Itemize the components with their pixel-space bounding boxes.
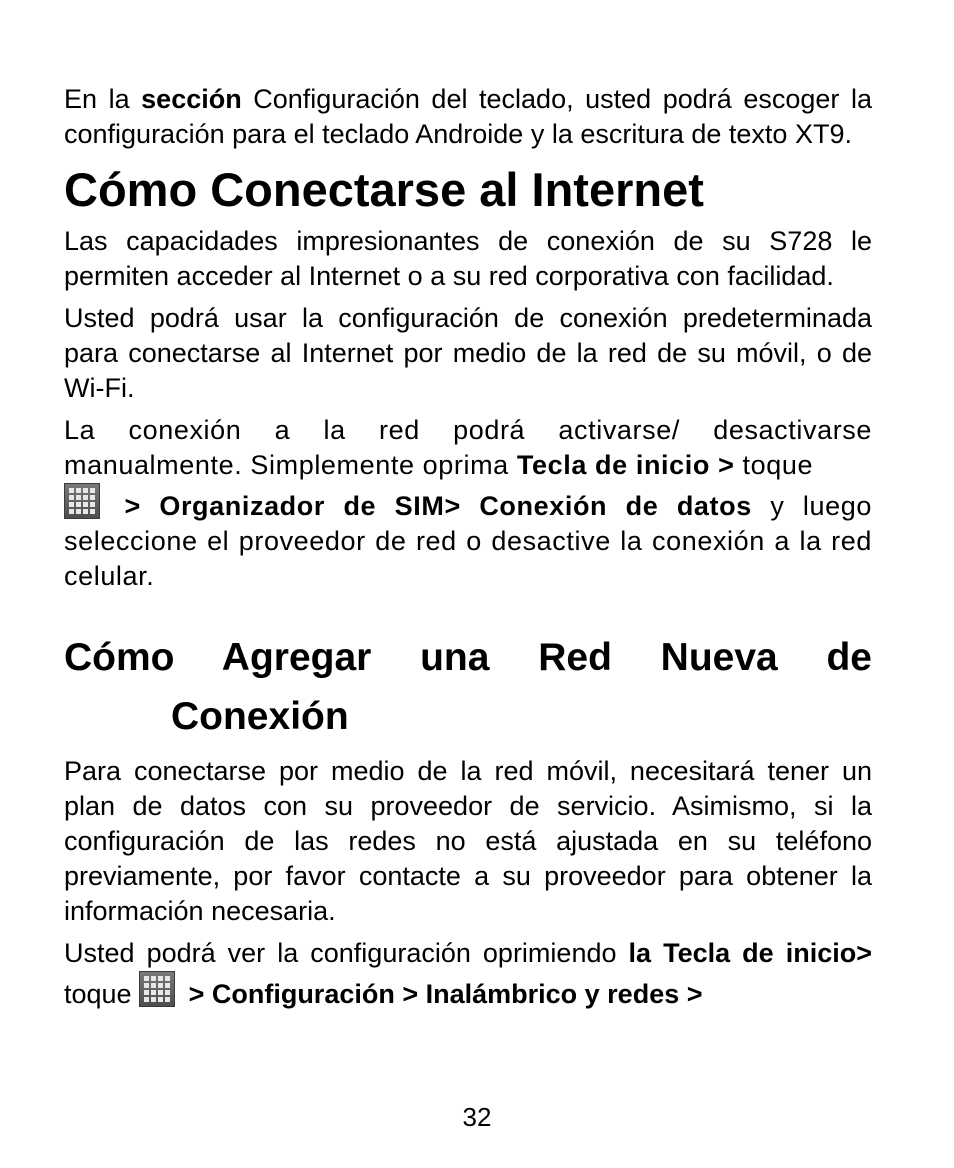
bold-home-key: la Tecla de inicio> — [628, 938, 872, 968]
text-run: Configuración del teclado, usted podrá escoger la configuración para el teclado Androide y la escritura de texto XT9. — [64, 84, 872, 149]
keyboard-settings-paragraph — [64, 82, 872, 152]
default-connection-paragraph: Usted podrá usar la configuración de conexión predeterminada para conectarse al Internet por medio de la red de su móvil, o de Wi-Fi. — [64, 303, 872, 403]
bold-menu-path-settings: > Configuración > Inalámbrico y redes > — [181, 979, 703, 1009]
text-run: toque — [734, 450, 814, 480]
page-content — [64, 82, 872, 1012]
apps-grid-icon — [64, 483, 100, 519]
heading-connect-internet: Cómo Conectarse al Internet — [64, 163, 704, 216]
apps-grid-icon — [139, 971, 175, 1007]
view-settings-paragraph — [64, 936, 872, 1012]
heading-line-1: Cómo Agregar una Red Nueva de — [64, 636, 872, 679]
text-run: La conexión a la red podrá activarse/ desactivarse manualmente. Simplemente oprima — [64, 415, 872, 480]
heading-line-2: Conexión — [171, 695, 349, 738]
manual-connection-paragraph — [64, 413, 872, 594]
text-run: En la — [64, 84, 142, 114]
data-plan-paragraph: Para conectarse por medio de la red móvil, necesitará tener un plan de datos con su proveedor de servicio. Asimismo, si la configuración de las redes no está ajustada en su teléfono previamente, por favor contacte a su proveedor para obtener la información necesaria. — [64, 756, 872, 926]
heading-add-network — [64, 628, 872, 746]
page-number: 32 — [462, 1102, 492, 1132]
text-run: y luego seleccione el proveedor de red o desactive la conexión a la red celular. — [64, 491, 872, 591]
text-run: Usted podrá ver la configuración oprimiendo — [64, 938, 629, 968]
bold-menu-path-sim: > Organizador de SIM> Conexión de datos — [106, 491, 752, 521]
bold-home-key: Tecla de inicio > — [516, 450, 735, 480]
bold-term-seccion: sección — [141, 84, 242, 114]
text-run: toque — [64, 979, 140, 1009]
capabilities-paragraph: Las capacidades impresionantes de conexión de su S728 le permiten acceder al Internet o a su red corporativa con facilidad. — [64, 226, 872, 291]
